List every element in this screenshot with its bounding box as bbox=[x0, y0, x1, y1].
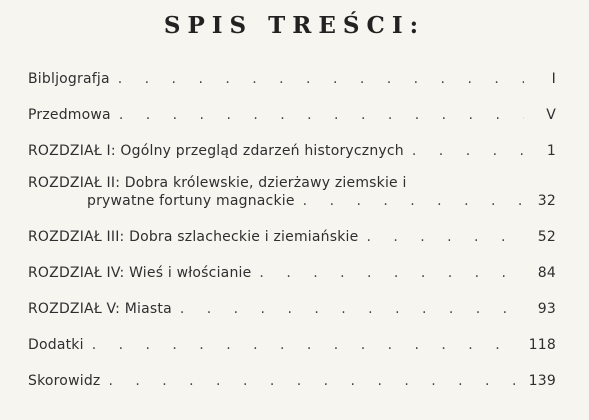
leader-dots bbox=[108, 372, 522, 390]
toc-entry-label: Bibljografja bbox=[28, 71, 110, 87]
toc-entry-chapter-2 bbox=[28, 174, 556, 210]
toc-entry-appendices bbox=[28, 336, 556, 354]
toc-entry-page: 139 bbox=[528, 373, 556, 389]
toc-entry-label: ROZDZIAŁ IV: Wieś i włościanie bbox=[28, 265, 252, 281]
toc-entry-page: 118 bbox=[528, 337, 556, 353]
toc-entry-chapter-4 bbox=[28, 264, 556, 282]
page-title: SPIS TREŚCI: bbox=[163, 12, 426, 39]
leader-dots bbox=[180, 300, 524, 318]
leader-dots bbox=[119, 106, 524, 124]
toc-entry-index bbox=[28, 372, 556, 390]
toc-entry-chapter-5 bbox=[28, 300, 556, 318]
leader-dots bbox=[118, 70, 524, 88]
toc-entry-page: 84 bbox=[537, 265, 556, 281]
toc-entry-label: ROZDZIAŁ I: Ogólny przegląd zdarzeń historycznych bbox=[28, 143, 404, 159]
table-of-contents bbox=[28, 70, 556, 390]
toc-entry-preface bbox=[28, 106, 556, 124]
toc-entry-label-line1: ROZDZIAŁ II: Dobra królewskie, dzierżawy ziemskie i bbox=[28, 175, 407, 191]
toc-entry-label: Przedmowa bbox=[28, 107, 111, 123]
toc-entry-chapter-1 bbox=[28, 142, 556, 160]
leader-dots bbox=[259, 264, 524, 282]
toc-entry-label: ROZDZIAŁ III: Dobra szlacheckie i ziemiańskie bbox=[28, 229, 359, 245]
toc-entry-page: 52 bbox=[537, 229, 556, 245]
leader-dots bbox=[303, 192, 524, 210]
toc-entry-chapter-3 bbox=[28, 228, 556, 246]
leader-dots bbox=[412, 142, 524, 160]
toc-entry-label: Dodatki bbox=[28, 337, 84, 353]
toc-entry-page: 93 bbox=[537, 301, 556, 317]
toc-entry-page: V bbox=[546, 107, 556, 123]
toc-entry-page: 1 bbox=[546, 143, 556, 159]
toc-entry-label-line2: prywatne fortuny magnackie bbox=[87, 193, 295, 209]
toc-entry-line2 bbox=[28, 192, 556, 210]
toc-entry-label: Skorowidz bbox=[28, 373, 101, 389]
toc-entry-bibliography bbox=[28, 70, 556, 88]
toc-entry-page: 32 bbox=[537, 193, 556, 209]
leader-dots bbox=[366, 228, 524, 246]
leader-dots bbox=[92, 336, 523, 354]
toc-entry-label: ROZDZIAŁ V: Miasta bbox=[28, 301, 172, 317]
toc-entry-page: I bbox=[551, 71, 556, 87]
